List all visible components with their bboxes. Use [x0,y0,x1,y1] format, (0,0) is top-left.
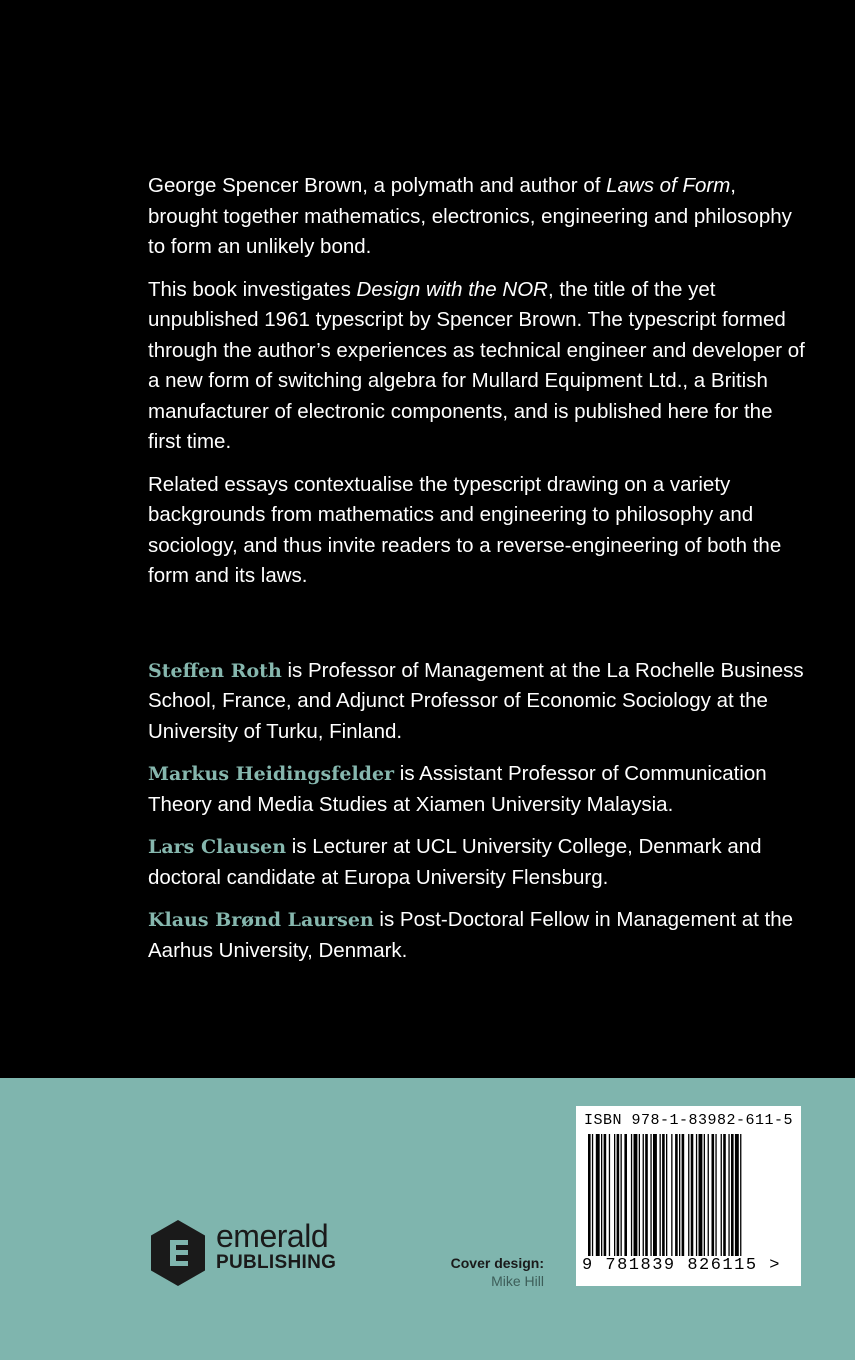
author-name: Lars Clausen [148,836,287,858]
isbn-barcode [576,1106,801,1286]
barcode-bars-icon [588,1134,788,1256]
cover-designer-name: Mike Hill [491,1273,544,1289]
book-title-laws-of-form: Laws of Form [606,174,731,197]
author-name: Steffen Roth [148,659,282,682]
typescript-title: Design with the NOR [356,277,548,301]
author-bio: Lars Clausen is Lecturer at UCL University College, Denmark and doctoral candidate at Europa University Flensburg. [148,835,762,889]
blurb-column [148,171,808,978]
description-paragraph-2: This book investigates Design with the NOR, the title of the yet unpublished 1961 typescript by Spencer Brown. The typescript formed through the author’s experiences as technical engineer and developer of a new form of switching algebra for Mullard Equipment Ltd., a British manufacturer of electronic components, and is published here for the first time. [148,277,805,453]
emerald-hexagon-icon [148,1218,208,1288]
publisher-subline: PUBLISHING [216,1252,337,1273]
isbn-digits: 9 781839 826115 > [582,1256,781,1275]
author-bio: Klaus Brønd Laursen is Post-Doctoral Fellow in Management at the Aarhus University, Denmark. [148,908,794,962]
isbn-label: ISBN 978-1-83982-611-5 [583,1112,794,1129]
author-name: Markus Heidingsfelder [148,763,395,785]
publisher-wordmark: emerald [216,1218,329,1254]
cover-design-label: Cover design: [450,1255,544,1271]
description-paragraph-3: Related essays contextualise the typescript drawing on a variety backgrounds from mathematics and engineering to philosophy and sociology, and thus invite readers to a reverse-engineering of both the form and its laws. [148,472,782,587]
description-paragraph-1: George Spencer Brown, a polymath and author of Laws of Form, brought together mathematics, electronics, engineering and philosophy to form an unlikely bond. [148,174,792,258]
author-name: Klaus Brønd Laursen [148,909,374,931]
section-gap [148,604,808,656]
author-bio: Markus Heidingsfelder is Assistant Professor of Communication Theory and Media Studies at Xiamen University Malaysia. [148,762,767,816]
cover-design-credit [420,1254,544,1290]
publisher-logo [148,1218,368,1288]
author-bio: Steffen Roth is Professor of Management at the La Rochelle Business School, France, and Adjunct Professor of Economic Sociology at the University of Turku, Finland. [148,658,804,743]
